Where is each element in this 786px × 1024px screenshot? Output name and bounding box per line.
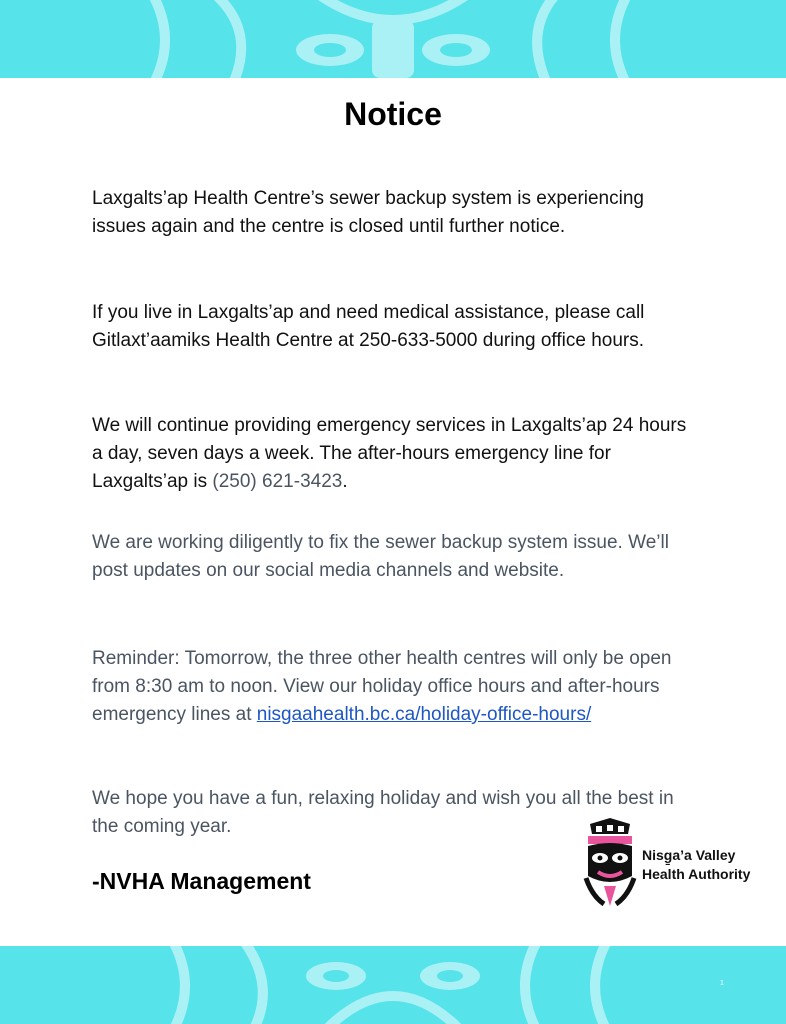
emergency-services-text: We will continue providing emergency services in Laxgalts’ap 24 hours a day, seven days a week. The after-hours emergency line for Laxgalts’ap is	[92, 415, 687, 492]
bottom-decorative-band	[0, 946, 786, 1024]
reminder-paragraph	[92, 645, 702, 729]
holiday-hours-link[interactable]: nisgaahealth.bc.ca/holiday-office-hours/	[256, 704, 592, 725]
holiday-wishes-paragraph: We hope you have a fun, relaxing holiday and wish you all the best in the coming year.	[92, 788, 674, 837]
page-title: Notice	[344, 96, 442, 132]
emergency-phone-number: (250) 621-3423	[212, 471, 343, 492]
page-number: 1	[720, 980, 724, 987]
closure-paragraph: Laxgalts’ap Health Centre’s sewer backup system is experiencing issues again and the centre is closed until further notice.	[92, 188, 644, 237]
logo-wordmark	[642, 846, 750, 884]
updates-paragraph: We are working diligently to fix the sewer backup system issue. We’ll post updates on our social media channels and website.	[92, 532, 669, 581]
nvha-mask-icon	[582, 816, 638, 908]
top-decorative-band	[0, 0, 786, 78]
emergency-services-end: .	[342, 471, 348, 492]
formline-pattern-bottom	[0, 946, 786, 1024]
medical-assistance-paragraph: If you live in Laxgalts’ap and need medical assistance, please call Gitlaxt’aamiks Health Centre at 250-633-5000 during office hours.	[92, 302, 645, 351]
logo-line-1: Nisg̱a’a Valley	[642, 847, 736, 863]
nvha-logo	[582, 816, 772, 908]
formline-pattern-top	[0, 0, 786, 78]
emergency-services-paragraph	[92, 412, 702, 496]
reminder-text: Reminder: Tomorrow, the three other health centres will only be open from 8:30 am to noon. View our holiday office hours and after-hours emergency lines at	[92, 648, 672, 725]
logo-line-2: Health Authority	[642, 866, 751, 882]
signoff: -NVHA Management	[92, 868, 311, 894]
